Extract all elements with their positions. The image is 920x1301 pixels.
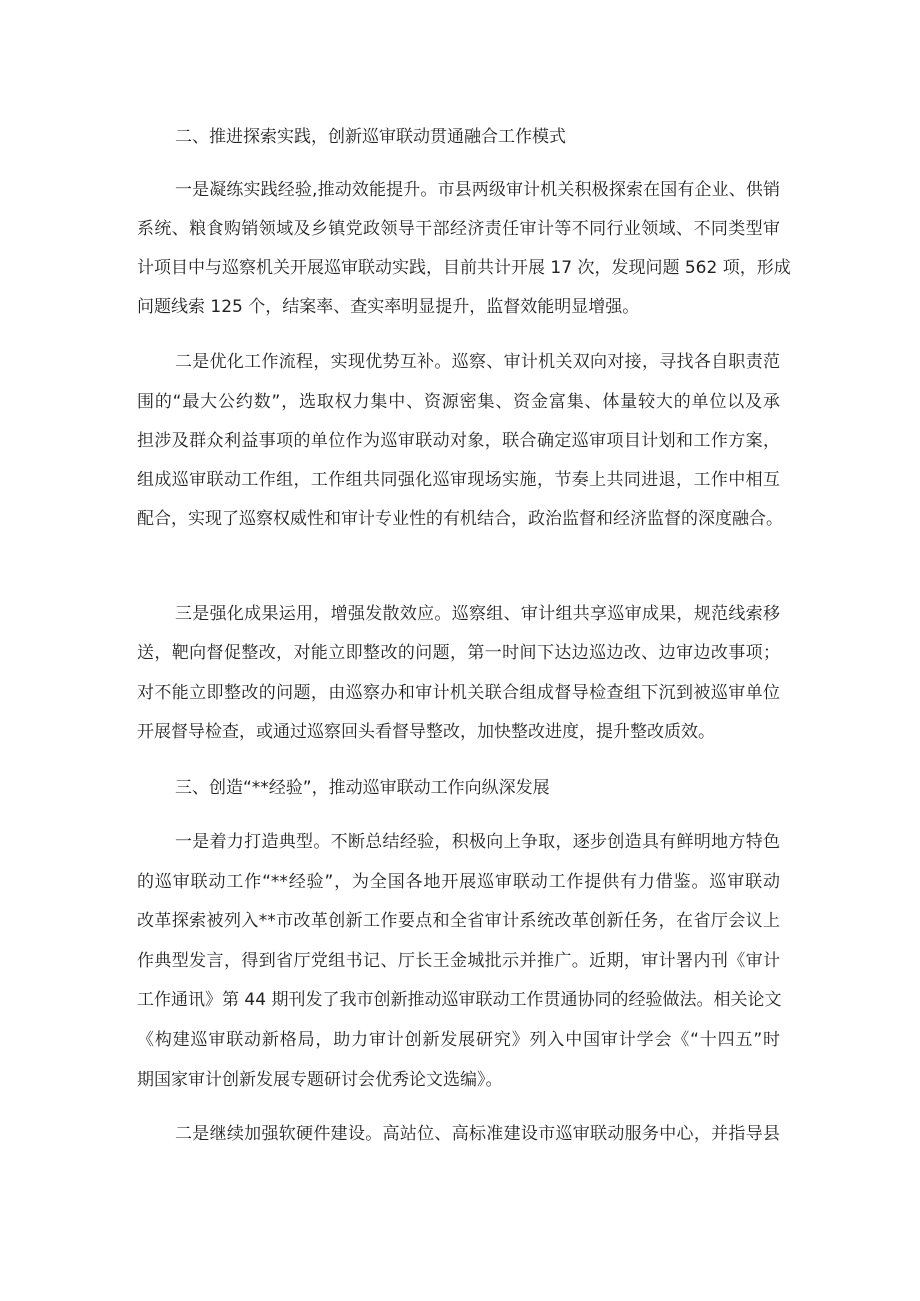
text-line: 系统、粮食购销领域及乡镇党政领导干部经济责任审计等不同行业领域、不同类型审: [137, 219, 780, 239]
text-line: 三是强化成果运用，增强发散效应。巡察组、审计组共享巡审成果，规范线索移: [175, 604, 780, 624]
text-line: 的巡审联动工作“**经验”，为全国各地开展巡审联动工作提供有力借鉴。巡审联动: [137, 872, 780, 892]
text-line: 担涉及群众利益事项的单位作为巡审联动对象，联合确定巡审项目计划和工作方案，: [137, 431, 780, 451]
text-line: 问题线索 125 个，结案率、查实率明显提升，监督效能明显增强。: [137, 297, 640, 317]
text-line: 开展督导检查，或通过巡察回头看督导整改，加快整改进度，提升整改质效。: [137, 722, 715, 742]
section-heading: 二、推进探索实践，创新巡审联动贯通融合工作模式: [175, 127, 566, 147]
text-line: 对不能立即整改的问题，由巡察办和审计机关联合组成督导检查组下沉到被巡审单位: [137, 683, 780, 703]
section-heading: 三、创造“**经验”，推动巡审联动工作向纵深发展: [175, 778, 550, 798]
text-line: 《构建巡审联动新格局，助力审计创新发展研究》列入中国审计学会《“十四五”时: [137, 1030, 780, 1050]
text-line: 一是着力打造典型。不断总结经验，积极向上争取，逐步创造具有鲜明地方特色: [175, 832, 780, 852]
text-line: 围的“最大公约数”，选取权力集中、资源密集、资金富集、体量较大的单位以及承: [137, 392, 780, 412]
text-line: 作典型发言，得到省厅党组书记、厅长王金城批示并推广。近期，审计署内刊《审计: [137, 951, 780, 971]
text-line: 二是优化工作流程，实现优势互补。巡察、审计机关双向对接，寻找各自职责范: [175, 352, 780, 372]
text-line: 工作通讯》第 44 期刊发了我市创新推动巡审联动工作贯通协同的经验做法。相关论文: [137, 990, 782, 1010]
text-line: 改革探索被列入**市改革创新工作要点和全省审计系统改革创新任务，在省厅会议上: [137, 911, 780, 931]
text-line: 送，靶向督促整改，对能立即整改的问题，第一时间下达边巡边改、边审边改事项；: [137, 643, 780, 663]
text-line: 配合，实现了巡察权威性和审计专业性的有机结合，政治监督和经济监督的深度融合。: [137, 509, 783, 529]
text-line: 二是继续加强软硬件建设。高站位、高标准建设市巡审联动服务中心，并指导县: [175, 1124, 780, 1144]
text-line: 计项目中与巡察机关开展巡审联动实践，目前共计开展 17 次，发现问题 562 项，形成: [137, 258, 791, 278]
text-line: 一是凝练实践经验,推动效能提升。市县两级审计机关积极探索在国有企业、供销: [175, 180, 780, 200]
text-line: 期国家审计创新发展专题研讨会优秀论文选编》。: [137, 1070, 503, 1090]
text-line: 组成巡审联动工作组，工作组共同强化巡审现场实施，节奏上共同进退，工作中相互: [137, 470, 780, 490]
